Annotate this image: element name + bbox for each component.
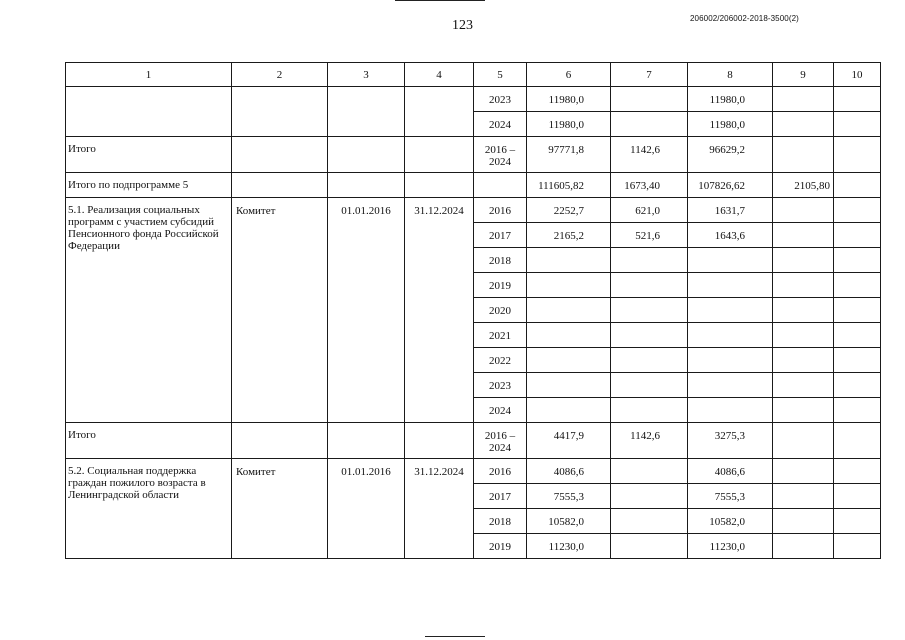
empty-cell	[773, 459, 834, 484]
year-cell: 2024	[489, 405, 511, 417]
empty-cell	[405, 173, 474, 198]
empty-cell	[834, 273, 881, 298]
total-value-cell	[527, 398, 610, 405]
regional-value-cell: 3275,3	[714, 430, 745, 442]
federal-value-cell: 621,0	[635, 205, 660, 217]
empty-cell	[405, 423, 474, 459]
regional-value-cell: 1631,7	[714, 205, 745, 217]
budget-table	[65, 62, 881, 559]
executor-cell-continued	[232, 87, 328, 137]
empty-cell	[834, 509, 881, 534]
regional-value-cell: 11980,0	[709, 94, 745, 106]
total-row	[66, 423, 881, 459]
empty-cell	[834, 398, 881, 423]
empty-cell	[773, 198, 834, 223]
year-cell: 2018	[489, 516, 511, 528]
total-value-cell: 4086,6	[553, 466, 584, 478]
total-value-cell	[527, 373, 610, 380]
empty-cell	[232, 173, 328, 198]
federal-value-cell: 521,6	[635, 230, 660, 242]
column-header-9: 9	[773, 63, 834, 87]
column-header-4: 4	[405, 63, 474, 87]
total-value-cell: 11980,0	[548, 119, 584, 131]
regional-value-cell: 107826,62	[698, 180, 745, 192]
total-row	[66, 137, 881, 173]
empty-cell	[834, 223, 881, 248]
other-value-cell	[834, 423, 880, 430]
column-header-10: 10	[834, 63, 881, 87]
regional-value-cell: 1643,6	[714, 230, 745, 242]
regional-value-cell: 10582,0	[709, 516, 745, 528]
column-header-6: 6	[527, 63, 611, 87]
activity-name: 5.1. Реализация социальных программ с участием субсидий Пенсионного фонда Российской Федерации	[68, 204, 219, 252]
local-value-cell	[773, 423, 833, 430]
subprogram-total-row	[66, 173, 881, 198]
federal-value-cell	[611, 398, 687, 405]
year-cell: 2021	[489, 330, 511, 342]
total-value-cell	[527, 248, 610, 255]
local-value-cell: 2105,80	[794, 180, 830, 192]
empty-cell	[773, 323, 834, 348]
federal-value-cell: 1142,6	[630, 144, 660, 156]
empty-cell	[773, 534, 834, 559]
empty-cell	[232, 423, 328, 459]
empty-cell	[834, 298, 881, 323]
empty-cell	[773, 298, 834, 323]
empty-cell	[328, 173, 405, 198]
empty-cell	[405, 137, 474, 173]
regional-value-cell: 96629,2	[709, 144, 745, 156]
other-value-cell	[834, 87, 880, 94]
year-cell: 2017	[489, 491, 511, 503]
start-date: 01.01.2016	[341, 466, 391, 478]
empty-cell	[834, 459, 881, 484]
activity-name: 5.2. Социальная поддержка граждан пожилого возраста в Ленинградской области	[68, 465, 206, 501]
year-cell: 2024	[489, 119, 511, 131]
empty-cell	[474, 173, 527, 198]
empty-cell	[773, 484, 834, 509]
local-value-cell	[773, 137, 833, 144]
federal-value-cell	[611, 273, 687, 280]
empty-cell	[834, 348, 881, 373]
total-value-cell: 97771,8	[548, 144, 584, 156]
local-value-cell	[773, 112, 833, 119]
empty-cell	[328, 137, 405, 173]
total-value-cell	[527, 348, 610, 355]
local-value-cell	[773, 87, 833, 94]
page-number: 123	[452, 18, 473, 33]
total-value-cell	[527, 323, 610, 330]
total-value-cell: 11230,0	[548, 541, 584, 553]
empty-cell	[773, 373, 834, 398]
total-value-cell: 10582,0	[548, 516, 584, 528]
column-header-2: 2	[232, 63, 328, 87]
other-value-cell	[834, 112, 880, 119]
federal-value-cell	[611, 534, 687, 541]
document-code: 206002/206002-2018-3500(2)	[690, 14, 799, 23]
year-cell: 2020	[489, 305, 511, 317]
empty-cell	[834, 248, 881, 273]
federal-value-cell	[611, 248, 687, 255]
regional-value-cell	[688, 298, 772, 305]
total-value-cell: 7555,3	[553, 491, 584, 503]
total-value-cell: 4417,9	[553, 430, 584, 442]
empty-cell	[834, 534, 881, 559]
empty-cell	[773, 398, 834, 423]
column-header-8: 8	[688, 63, 773, 87]
period-cell: 2016 – 2024	[484, 430, 516, 454]
empty-cell	[773, 223, 834, 248]
total-value-cell: 111605,82	[538, 180, 584, 192]
start-date-cell-continued	[328, 87, 405, 137]
regional-value-cell	[688, 273, 772, 280]
empty-cell	[773, 348, 834, 373]
scan-artifact-bottom	[425, 636, 485, 637]
federal-value-cell	[611, 484, 687, 491]
name-cell-continued	[66, 87, 232, 137]
total-value-cell	[527, 298, 610, 305]
column-number-row	[66, 63, 881, 87]
empty-cell	[328, 423, 405, 459]
year-cell: 2022	[489, 355, 511, 367]
year-cell: 2016	[489, 205, 511, 217]
year-cell: 2016	[489, 466, 511, 478]
federal-value-cell	[611, 509, 687, 516]
federal-value-cell	[611, 459, 687, 466]
federal-value-cell	[611, 112, 687, 119]
empty-cell	[834, 323, 881, 348]
other-value-cell	[834, 137, 880, 144]
federal-value-cell	[611, 323, 687, 330]
total-value-cell: 2165,2	[553, 230, 584, 242]
year-cell: 2023	[489, 380, 511, 392]
federal-value-cell	[611, 373, 687, 380]
year-cell: 2017	[489, 230, 511, 242]
regional-value-cell: 4086,6	[714, 466, 745, 478]
column-header-1: 1	[66, 63, 232, 87]
federal-value-cell	[611, 87, 687, 94]
scan-artifact-top	[395, 0, 485, 1]
empty-cell	[773, 509, 834, 534]
start-date: 01.01.2016	[341, 205, 391, 217]
total-value-cell: 11980,0	[548, 94, 584, 106]
executor-name: Комитет	[236, 205, 276, 217]
empty-cell	[834, 373, 881, 398]
federal-value-cell: 1142,6	[630, 430, 660, 442]
year-cell: 2018	[489, 255, 511, 267]
column-header-7: 7	[611, 63, 688, 87]
federal-value-cell: 1673,40	[624, 180, 660, 192]
empty-cell	[834, 198, 881, 223]
regional-value-cell	[688, 323, 772, 330]
federal-value-cell	[611, 298, 687, 305]
regional-value-cell	[688, 348, 772, 355]
regional-value-cell	[688, 398, 772, 405]
regional-value-cell	[688, 248, 772, 255]
period-cell: 2016 – 2024	[484, 144, 516, 168]
end-date-cell-continued	[405, 87, 474, 137]
regional-value-cell: 11980,0	[709, 119, 745, 131]
total-value-cell	[527, 273, 610, 280]
executor-name: Комитет	[236, 466, 276, 478]
empty-cell	[834, 484, 881, 509]
table-row	[66, 459, 881, 484]
regional-value-cell: 7555,3	[714, 491, 745, 503]
subprogram-total-label: Итого по подпрограмме 5	[68, 179, 189, 191]
empty-cell	[232, 137, 328, 173]
year-cell: 2019	[489, 541, 511, 553]
total-value-cell: 2252,7	[553, 205, 584, 217]
regional-value-cell	[688, 373, 772, 380]
year-cell: 2023	[489, 94, 511, 106]
empty-cell	[773, 248, 834, 273]
table-row	[66, 87, 881, 112]
total-label: Итого	[68, 143, 96, 155]
end-date: 31.12.2024	[414, 205, 464, 217]
total-label: Итого	[68, 429, 96, 441]
federal-value-cell	[611, 348, 687, 355]
empty-cell	[773, 273, 834, 298]
column-header-5: 5	[474, 63, 527, 87]
end-date: 31.12.2024	[414, 466, 464, 478]
other-value-cell	[834, 173, 880, 180]
regional-value-cell: 11230,0	[709, 541, 745, 553]
column-header-3: 3	[328, 63, 405, 87]
year-cell: 2019	[489, 280, 511, 292]
table-row	[66, 198, 881, 223]
